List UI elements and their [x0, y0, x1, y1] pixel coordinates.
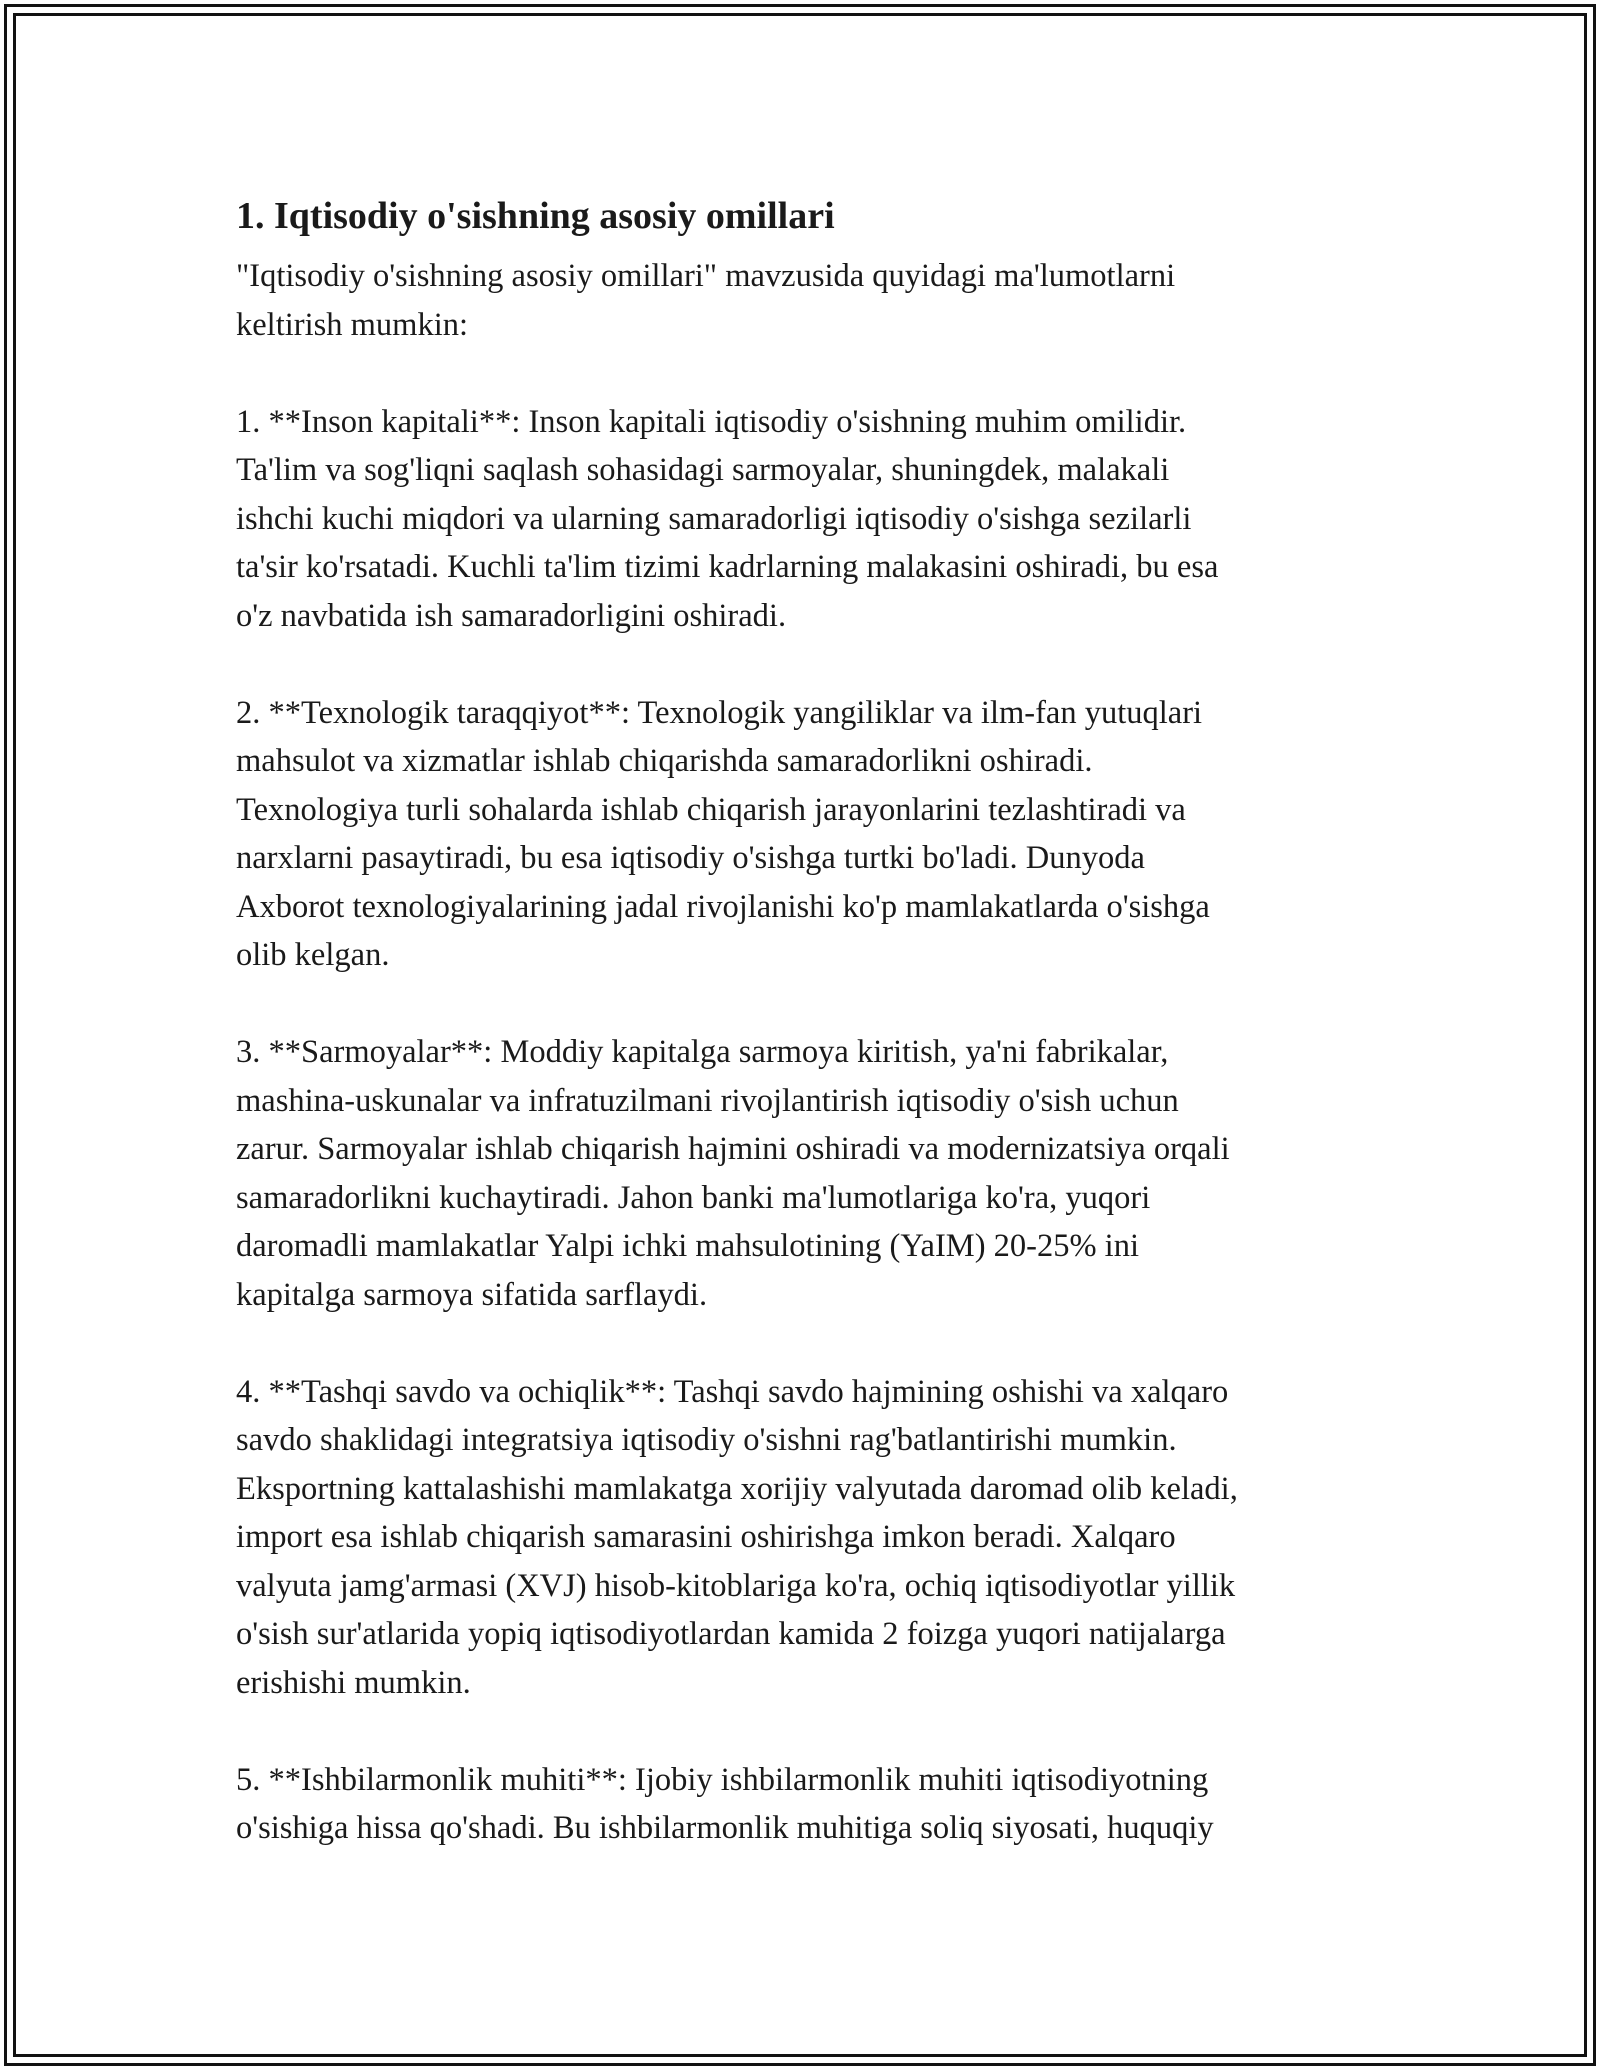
paragraph-tashqi-savdo: 4. **Tashqi savdo va ochiqlik**: Tashqi savdo hajmining oshishi va xalqaro savdo shaklidagi integratsiya iqtisodiy o'sishni rag'batlantirishi mumkin. Eksportning kattalashishi mamlakatga xorijiy valyutada daromad olib keladi, import esa ishlab chiqarish samarasini oshirishga imkon beradi. Xalqaro valyuta jamg'armasi (XVJ) hisob-kitoblariga ko'ra, ochiq iqtisodiyotlar yillik o'sish sur'atlarida yopiq iqtisodiyotlardan kamida 2 foizga yuqori natijalarga erishishi mumkin.	[236, 1373, 1238, 1701]
page-title: 1. Iqtisodiy o'sishning asosiy omillari	[236, 195, 835, 237]
paragraph-texnologik-taraqqiyot: 2. **Texnologik taraqqiyot**: Texnologik yangiliklar va ilm-fan yutuqlari mahsulot va xizmatlar ishlab chiqarishda samaradorlikni oshiradi. Texnologiya turli sohalarda ishlab chiqarish jarayonlarini tezlashtiradi va narxlarni pasaytiradi, bu esa iqtisodiy o'sishga turtki bo'ladi. Dunyoda Axborot texnologiyalarining jadal rivojlanishi ko'p mamlakatlarda o'sishga olib kelgan.	[236, 694, 1210, 973]
document-body	[236, 188, 1386, 1901]
paragraph-inson-kapitali: 1. **Inson kapitali**: Inson kapitali iqtisodiy o'sishning muhim omilidir. Ta'lim va sog'liqni saqlash sohasidagi sarmoyalar, shuningdek, malakali ishchi kuchi miqdori va ularning samaradorligi iqtisodiy o'sishga sezilarli ta'sir ko'rsatadi. Kuchli ta'lim tizimi kadrlarning malakasini oshiradi, bu esa o'z navbatida ish samaradorligini oshiradi.	[236, 403, 1219, 634]
paragraph-sarmoyalar: 3. **Sarmoyalar**: Moddiy kapitalga sarmoya kiritish, ya'ni fabrikalar, mashina-uskunalar va infratuzilmani rivojlantirish iqtisodiy o'sish uchun zarur. Sarmoyalar ishlab chiqarish hajmini oshiradi va modernizatsiya orqali samaradorlikni kuchaytiradi. Jahon banki ma'lumotlariga ko'ra, yuqori daromadli mamlakatlar Yalpi ichki mahsulotining (YaIM) 20-25% ini kapitalga sarmoya sifatida sarflaydi.	[236, 1034, 1230, 1313]
intro-paragraph: "Iqtisodiy o'sishning asosiy omillari" mavzusida quyidagi ma'lumotlarni keltirish mumkin:	[236, 258, 1176, 343]
paragraph-ishbilarmonlik-muhiti: 5. **Ishbilarmonlik muhiti**: Ijobiy ishbilarmonlik muhiti iqtisodiyotning o'sishiga hissa qo'shadi. Bu ishbilarmonlik muhitiga soliq siyosati, huquqiy	[236, 1761, 1214, 1846]
